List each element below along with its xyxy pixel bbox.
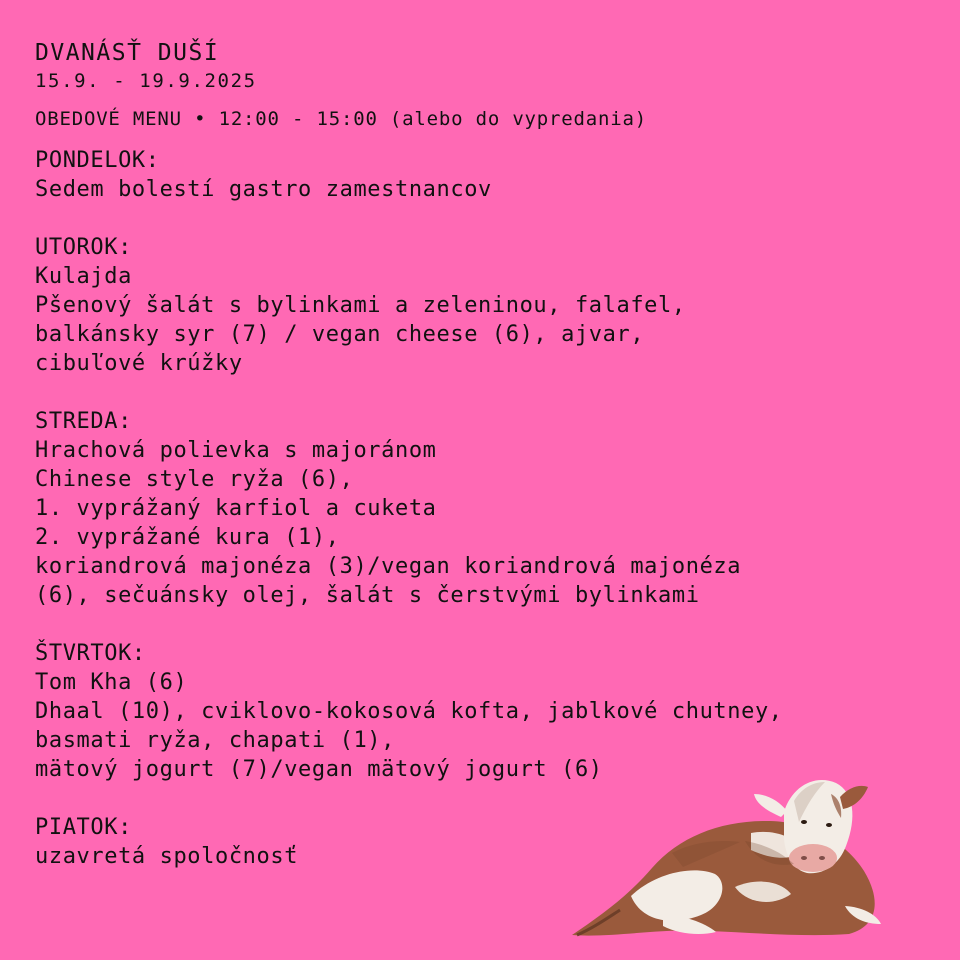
day-label-friday: PIATOK: bbox=[35, 815, 132, 840]
dish-line: Kulajda bbox=[35, 264, 132, 289]
day-tuesday bbox=[35, 233, 935, 378]
dish-line: koriandrová majonéza (3)/vegan koriandrová majonéza bbox=[35, 554, 742, 579]
dish-line: (6), sečuánsky olej, šalát s čerstvými bylinkami bbox=[35, 583, 700, 608]
dish-line: Dhaal (10), cviklovo-kokosová kofta, jablkové chutney, bbox=[35, 699, 783, 724]
menu-hours: OBEDOVÉ MENU • 12:00 - 15:00 (alebo do vypredania) bbox=[35, 108, 647, 130]
dish-line: Pšenový šalát s bylinkami a zeleninou, falafel, bbox=[35, 293, 686, 318]
dish-line: Hrachová polievka s majoránom bbox=[35, 438, 437, 463]
dish-line: mätový jogurt (7)/vegan mätový jogurt (6) bbox=[35, 757, 603, 782]
day-label-wednesday: STREDA: bbox=[35, 409, 132, 434]
day-label-tuesday: UTOROK: bbox=[35, 235, 132, 260]
dish-line: 2. vyprážané kura (1), bbox=[35, 525, 340, 550]
day-label-monday: PONDELOK: bbox=[35, 148, 160, 173]
dish-line: Tom Kha (6) bbox=[35, 670, 188, 695]
day-monday bbox=[35, 146, 935, 204]
dish-line: cibuľové krúžky bbox=[35, 351, 243, 376]
date-range: 15.9. - 19.9.2025 bbox=[35, 70, 257, 92]
day-wednesday bbox=[35, 407, 935, 610]
dish-line: 1. vyprážaný karfiol a cuketa bbox=[35, 496, 437, 521]
cow-icon bbox=[560, 770, 895, 940]
dish-line: uzavretá spoločnosť bbox=[35, 844, 299, 869]
day-label-thursday: ŠTVRTOK: bbox=[35, 641, 146, 666]
dish-line: basmati ryža, chapati (1), bbox=[35, 728, 395, 753]
days-list bbox=[35, 146, 935, 871]
restaurant-name: DVANÁSŤ DUŠÍ bbox=[35, 40, 220, 66]
dish-line: Sedem bolestí gastro zamestnancov bbox=[35, 177, 492, 202]
dish-line: balkánsky syr (7) / vegan cheese (6), ajvar, bbox=[35, 322, 645, 347]
dish-line: Chinese style ryža (6), bbox=[35, 467, 354, 492]
day-thursday bbox=[35, 639, 935, 784]
